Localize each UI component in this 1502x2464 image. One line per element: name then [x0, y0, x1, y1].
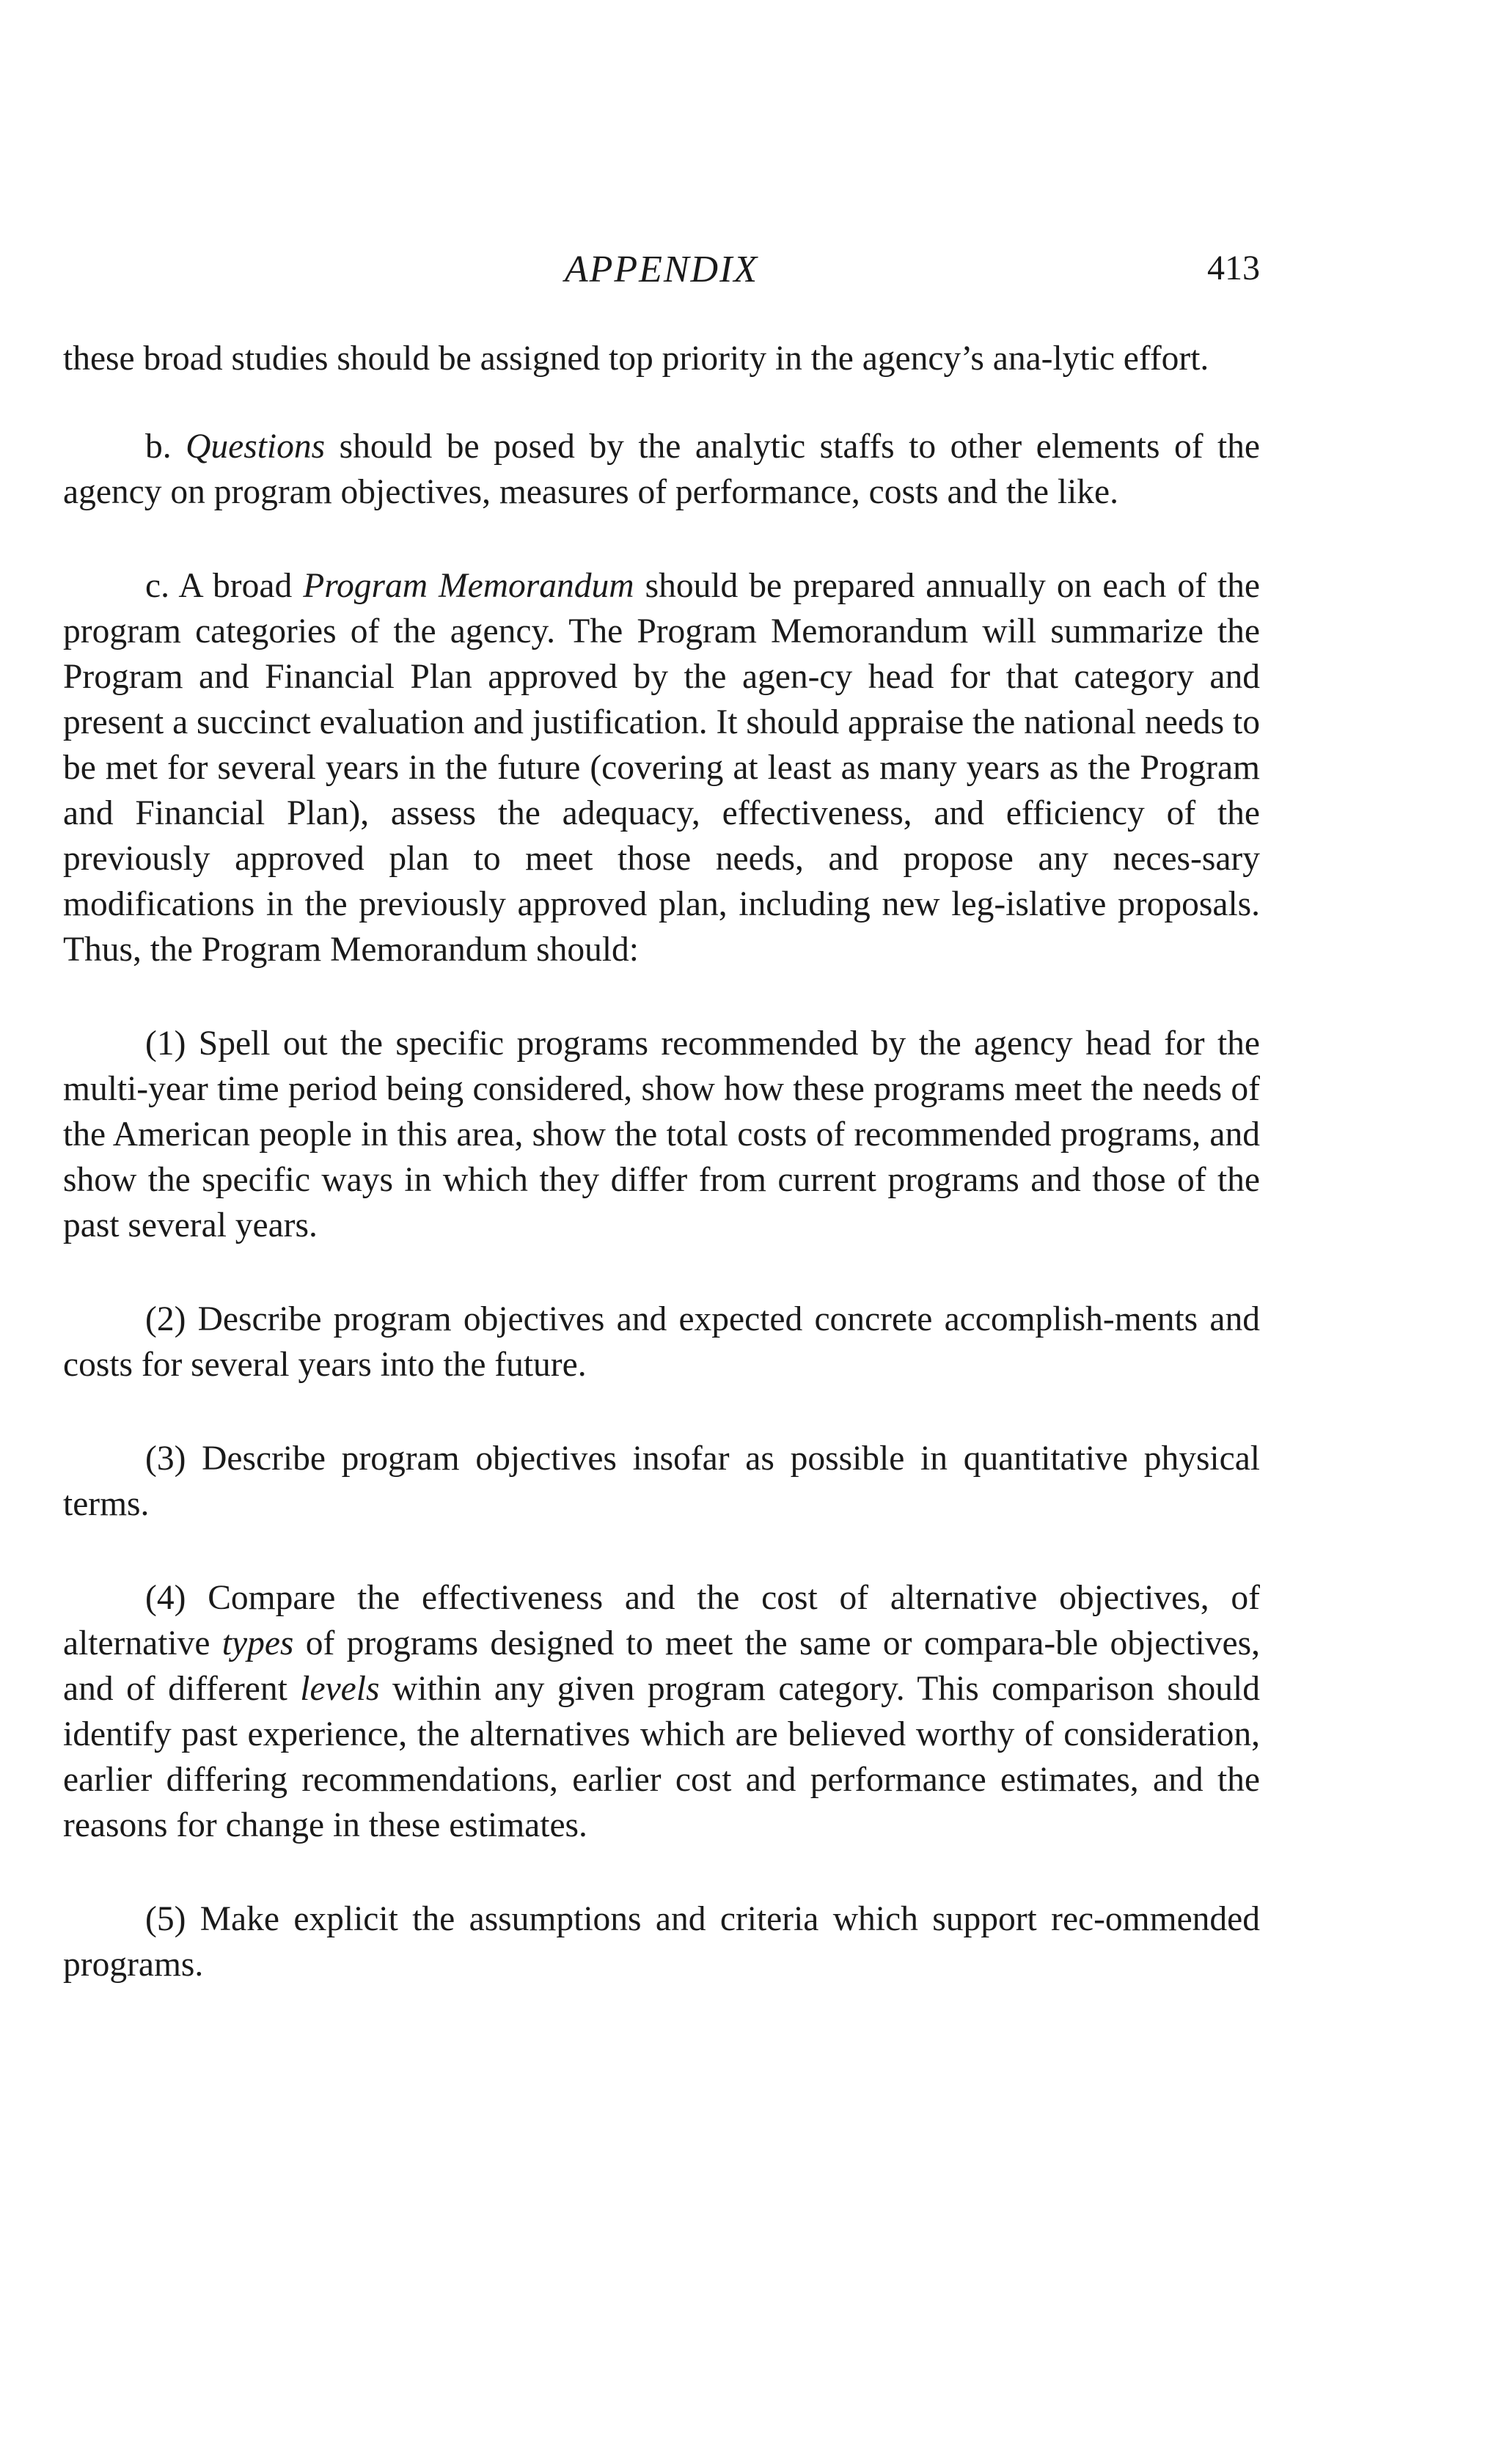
list-item-5: (5) Make explicit the assumptions and criteria which support rec-ommended programs.: [63, 1900, 1260, 1984]
list-item-4-text-b: of programs designed to meet the same or compara-ble objectives, and of different: [63, 1624, 1261, 1708]
running-head-title: APPENDIX: [564, 249, 759, 290]
list-item-4: [63, 1575, 1260, 1848]
body-text: [63, 336, 1260, 1987]
paragraph-b: [63, 424, 1260, 515]
paragraph-b-text: should be posed by the analytic staffs to other elements of the agency on program objectives, measures of performance, costs and the like.: [63, 428, 1261, 511]
paragraph-b-label: b.: [145, 428, 172, 466]
list-item-4-emphasis-types: types: [221, 1624, 294, 1662]
page-number: 413: [1207, 249, 1260, 287]
list-item-4-text-a: (4) Compare the effectiveness and the cost of alternative objectives, of alternative: [63, 1579, 1260, 1662]
paragraph-continued: these broad studies should be assigned top priority in the agency’s ana-lytic effort.: [63, 340, 1209, 378]
list-item-3: (3) Describe program objectives insofar as possible in quantitative physical terms.: [63, 1440, 1260, 1523]
running-head: [63, 248, 1260, 307]
paragraph-c-label: c. A broad: [145, 567, 293, 605]
list-item-4-emphasis-levels: levels: [300, 1670, 380, 1708]
paragraph-c-text: should be prepared annually on each of the program categories of the agency. The Program Memorandum will summarize the Program and Financial Plan approved by the agen-cy head for that category and present a succinct evaluation and justification. It should appraise the national needs to be met for several years in the future (covering at least as many years as the Program and Financial Plan), assess the adequacy, effectiveness, and efficiency of the previously approved plan to meet those needs, and propose any neces-sary modifications in the previously approved plan, including new leg-islative proposals. Thus, the Program Memorandum should:: [63, 567, 1261, 969]
list-item-1: (1) Spell out the specific programs recommended by the agency head for the multi-year time period being considered, show how these programs meet the needs of the American people in this area, show the total costs of recommended programs, and show the specific ways in which they differ from current programs and those of the past several years.: [63, 1024, 1260, 1244]
paragraph-c: [63, 563, 1260, 972]
list-item-2: (2) Describe program objectives and expected concrete accomplish-ments and costs for several years into the future.: [63, 1300, 1260, 1384]
list-item-4-text-c: within any given program category. This comparison should identify past experience, the alternatives which are believed worthy of consideration, earlier differing recommendations, earlier cost and performance estimates, and the reasons for change in these estimates.: [63, 1670, 1261, 1844]
paragraph-b-emphasis: Questions: [186, 428, 326, 466]
paragraph-c-emphasis: Program Memorandum: [303, 567, 634, 605]
